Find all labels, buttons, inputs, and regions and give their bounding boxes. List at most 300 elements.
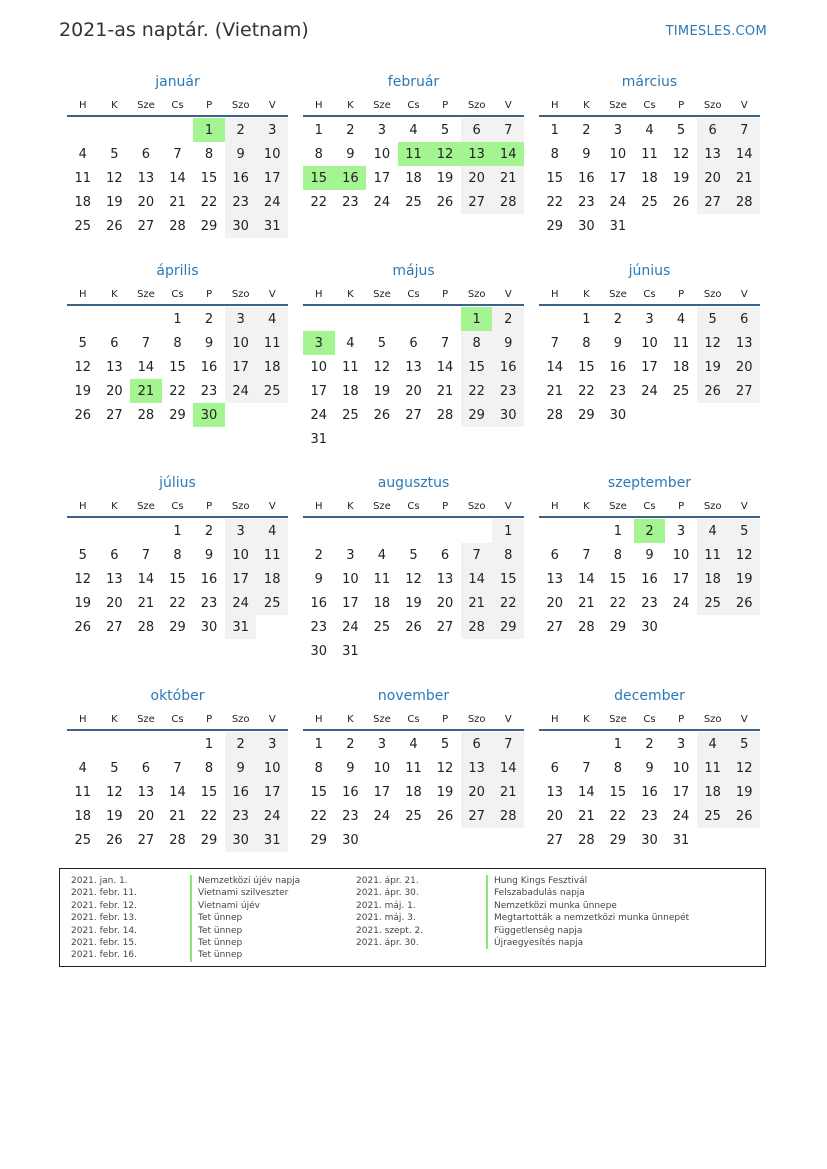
weekday-label: Sze xyxy=(609,99,627,111)
empty-cell xyxy=(461,519,493,543)
day-cell: 2 xyxy=(225,732,257,756)
day-cell: 23 xyxy=(310,619,328,635)
day-cell: 27 xyxy=(728,379,760,403)
weekday-label: Cs xyxy=(643,500,656,512)
day-cell: 13 xyxy=(728,331,760,355)
weekday-label: H xyxy=(315,99,323,111)
day-cell: 5 xyxy=(697,307,729,331)
day-cell: 10 xyxy=(256,142,288,166)
day-cell: 10 xyxy=(373,146,391,162)
day-cell: 7 xyxy=(141,335,151,351)
weekday-label: P xyxy=(442,99,449,111)
day-cell: 27 xyxy=(405,407,422,423)
day-cell: 4 xyxy=(377,547,387,563)
day-cell: 25 xyxy=(641,194,658,210)
holiday-name: Tet ünnep xyxy=(190,925,242,937)
month-name: november xyxy=(377,688,450,704)
day-cell: 14 xyxy=(461,567,493,591)
holiday-day-cell: 15 xyxy=(303,166,335,190)
day-cell: 14 xyxy=(728,142,760,166)
weekday-label: P xyxy=(206,99,213,111)
holiday-date: 2021. febr. 12. xyxy=(71,900,137,911)
day-grid xyxy=(539,118,760,238)
day-cell: 19 xyxy=(106,194,123,210)
month-name: július xyxy=(159,475,196,491)
day-cell: 23 xyxy=(342,194,359,210)
day-cell: 12 xyxy=(373,359,391,375)
day-cell: 10 xyxy=(373,760,391,776)
weekday-label: P xyxy=(678,288,685,300)
day-cell: 31 xyxy=(672,832,690,848)
weekday-label: Szo xyxy=(467,99,486,111)
day-cell: 30 xyxy=(200,619,218,635)
day-cell: 6 xyxy=(550,760,559,776)
day-cell: 24 xyxy=(609,194,627,210)
weekday-label: V xyxy=(740,99,748,111)
weekday-label: V xyxy=(740,288,748,300)
day-cell: 16 xyxy=(200,359,218,375)
day-cell: 27 xyxy=(461,190,493,214)
weekday-label: Cs xyxy=(643,713,656,725)
day-cell: 14 xyxy=(137,571,155,587)
day-cell: 28 xyxy=(492,190,524,214)
weekday-header xyxy=(67,95,288,117)
day-cell: 2 xyxy=(314,547,323,563)
day-cell: 8 xyxy=(204,146,214,162)
day-cell: 10 xyxy=(310,359,328,375)
day-cell: 20 xyxy=(546,808,564,824)
day-cell: 25 xyxy=(373,619,391,635)
day-cell: 15 xyxy=(546,170,564,186)
holiday-date: 2021. jan. 1. xyxy=(71,876,128,886)
day-cell: 8 xyxy=(613,760,623,776)
day-cell: 21 xyxy=(169,808,186,824)
weekday-label: Cs xyxy=(407,713,420,725)
day-cell: 17 xyxy=(373,170,391,186)
empty-cell xyxy=(130,307,162,331)
weekday-label: P xyxy=(442,288,449,300)
day-cell: 14 xyxy=(436,359,454,375)
weekday-label: H xyxy=(315,713,323,725)
weekday-label: Szo xyxy=(231,500,250,512)
day-cell: 7 xyxy=(492,118,524,142)
empty-cell xyxy=(398,519,430,543)
day-cell: 8 xyxy=(173,547,182,563)
weekday-header xyxy=(303,95,524,117)
day-cell: 6 xyxy=(110,335,119,351)
day-cell: 6 xyxy=(697,118,729,142)
day-cell: 18 xyxy=(697,567,729,591)
day-cell: 8 xyxy=(204,760,214,776)
day-cell: 21 xyxy=(728,166,760,190)
weekday-label: K xyxy=(347,288,354,300)
day-cell: 11 xyxy=(697,543,729,567)
month-name: december xyxy=(614,688,685,704)
day-cell: 2 xyxy=(645,736,654,752)
day-cell: 29 xyxy=(546,218,564,234)
day-cell: 4 xyxy=(697,519,729,543)
day-cell: 8 xyxy=(314,760,323,776)
weekday-header xyxy=(67,496,288,518)
day-cell: 6 xyxy=(409,335,418,351)
day-grid xyxy=(539,519,760,639)
day-cell: 21 xyxy=(546,383,564,399)
day-cell: 30 xyxy=(342,832,359,848)
day-cell: 5 xyxy=(110,146,119,162)
empty-cell xyxy=(67,519,99,543)
day-cell: 5 xyxy=(728,519,760,543)
day-cell: 10 xyxy=(225,331,257,355)
holiday-name: Nemzetközi munka ünnepe xyxy=(486,900,617,912)
day-cell: 26 xyxy=(728,804,760,828)
day-cell: 5 xyxy=(440,736,450,752)
day-cell: 17 xyxy=(342,595,359,611)
month-2 xyxy=(303,72,524,214)
day-cell: 29 xyxy=(461,403,493,427)
month-3 xyxy=(539,72,760,238)
day-cell: 4 xyxy=(409,736,418,752)
holiday-day-cell: 2 xyxy=(634,519,666,543)
day-cell: 15 xyxy=(169,359,186,375)
day-cell: 4 xyxy=(256,307,288,331)
day-cell: 14 xyxy=(578,571,595,587)
weekday-label: H xyxy=(551,500,559,512)
day-grid xyxy=(67,118,288,238)
day-cell: 24 xyxy=(256,804,288,828)
day-cell: 1 xyxy=(492,519,524,543)
day-cell: 12 xyxy=(106,170,123,186)
day-cell: 15 xyxy=(200,170,218,186)
weekday-label: H xyxy=(551,713,559,725)
weekday-label: Cs xyxy=(171,99,184,111)
weekday-label: K xyxy=(111,99,118,111)
day-cell: 3 xyxy=(645,311,654,327)
month-4 xyxy=(67,261,288,427)
day-cell: 26 xyxy=(436,194,454,210)
day-cell: 31 xyxy=(225,615,257,639)
weekday-header xyxy=(303,284,524,306)
day-cell: 11 xyxy=(74,784,92,800)
day-cell: 18 xyxy=(74,194,92,210)
day-cell: 19 xyxy=(106,808,123,824)
day-cell: 18 xyxy=(256,567,288,591)
day-cell: 11 xyxy=(256,543,288,567)
day-cell: 30 xyxy=(609,407,627,423)
day-cell: 26 xyxy=(405,619,422,635)
day-cell: 23 xyxy=(578,194,595,210)
empty-cell xyxy=(539,732,571,756)
day-grid xyxy=(67,307,288,427)
day-cell: 1 xyxy=(550,122,559,138)
day-grid xyxy=(303,307,524,451)
day-cell: 11 xyxy=(641,146,658,162)
weekday-label: Cs xyxy=(171,713,184,725)
weekday-header xyxy=(539,496,760,518)
day-grid xyxy=(539,307,760,427)
day-cell: 9 xyxy=(225,756,257,780)
weekday-label: P xyxy=(206,288,213,300)
day-cell: 20 xyxy=(436,595,454,611)
day-cell: 26 xyxy=(74,619,92,635)
day-cell: 12 xyxy=(74,571,92,587)
holiday-name: Megtartották a nemzetközi munka ünnepét xyxy=(486,912,689,924)
day-cell: 10 xyxy=(609,146,627,162)
day-cell: 8 xyxy=(550,146,559,162)
day-cell: 30 xyxy=(492,403,524,427)
day-cell: 18 xyxy=(405,170,422,186)
day-cell: 4 xyxy=(78,760,87,776)
holiday-name: Felszabadulás napja xyxy=(486,887,585,899)
day-cell: 2 xyxy=(204,523,214,539)
empty-cell xyxy=(67,307,99,331)
weekday-label: K xyxy=(111,713,118,725)
holiday-day-cell: 11 xyxy=(398,142,430,166)
day-cell: 20 xyxy=(461,166,493,190)
day-cell: 7 xyxy=(461,543,493,567)
weekday-header xyxy=(539,95,760,117)
month-1 xyxy=(67,72,288,238)
day-cell: 31 xyxy=(310,431,328,447)
brand-link[interactable]: TIMESLES.COM xyxy=(665,24,767,39)
day-cell: 12 xyxy=(405,571,422,587)
day-cell: 25 xyxy=(256,591,288,615)
day-cell: 26 xyxy=(373,407,391,423)
empty-cell xyxy=(99,118,131,142)
holiday-legend xyxy=(59,868,766,967)
day-grid xyxy=(303,732,524,852)
day-cell: 11 xyxy=(256,331,288,355)
day-cell: 30 xyxy=(225,214,257,238)
weekday-label: P xyxy=(206,713,213,725)
weekday-label: P xyxy=(678,500,685,512)
holiday-name: Vietnami újév xyxy=(190,900,260,912)
day-cell: 16 xyxy=(609,359,627,375)
holiday-name: Hung Kings Fesztivál xyxy=(486,875,587,887)
day-cell: 28 xyxy=(436,407,454,423)
weekday-label: Cs xyxy=(407,288,420,300)
day-cell: 20 xyxy=(461,780,493,804)
day-cell: 19 xyxy=(74,595,92,611)
day-cell: 23 xyxy=(641,595,658,611)
weekday-label: Cs xyxy=(643,288,656,300)
day-cell: 18 xyxy=(342,383,359,399)
holiday-day-cell: 12 xyxy=(429,142,461,166)
day-cell: 26 xyxy=(697,379,729,403)
weekday-label: K xyxy=(111,288,118,300)
day-cell: 4 xyxy=(697,732,729,756)
day-cell: 29 xyxy=(609,832,627,848)
day-cell: 7 xyxy=(582,547,591,563)
month-name: május xyxy=(392,263,435,279)
day-cell: 27 xyxy=(137,218,155,234)
day-cell: 6 xyxy=(461,118,493,142)
day-cell: 21 xyxy=(492,166,524,190)
day-cell: 4 xyxy=(676,311,686,327)
day-cell: 5 xyxy=(728,732,760,756)
holiday-day-cell: 14 xyxy=(492,142,524,166)
month-12 xyxy=(539,686,760,852)
day-cell: 13 xyxy=(137,170,155,186)
day-cell: 21 xyxy=(492,780,524,804)
day-cell: 8 xyxy=(314,146,323,162)
holiday-date: 2021. febr. 16. xyxy=(71,950,137,961)
weekday-label: Sze xyxy=(609,500,627,512)
day-cell: 8 xyxy=(173,335,182,351)
day-cell: 5 xyxy=(440,122,450,138)
day-cell: 22 xyxy=(609,808,627,824)
day-cell: 13 xyxy=(546,784,564,800)
day-cell: 17 xyxy=(225,355,257,379)
day-cell: 28 xyxy=(169,832,186,848)
day-cell: 29 xyxy=(492,615,524,639)
weekday-label: H xyxy=(315,288,323,300)
day-cell: 24 xyxy=(373,194,391,210)
day-cell: 4 xyxy=(346,335,355,351)
day-cell: 24 xyxy=(225,379,257,403)
month-11 xyxy=(303,686,524,852)
day-cell: 22 xyxy=(169,383,186,399)
day-cell: 12 xyxy=(436,760,454,776)
day-cell: 7 xyxy=(582,760,591,776)
day-cell: 29 xyxy=(310,832,328,848)
day-cell: 11 xyxy=(342,359,359,375)
day-cell: 27 xyxy=(546,832,564,848)
day-cell: 14 xyxy=(169,784,186,800)
holiday-day-cell: 13 xyxy=(461,142,493,166)
day-cell: 15 xyxy=(609,784,627,800)
weekday-header xyxy=(303,496,524,518)
day-cell: 11 xyxy=(373,571,391,587)
day-cell: 22 xyxy=(200,194,218,210)
day-cell: 19 xyxy=(672,170,690,186)
day-cell: 6 xyxy=(461,732,493,756)
day-cell: 20 xyxy=(137,194,155,210)
month-7 xyxy=(67,473,288,639)
day-cell: 20 xyxy=(137,808,155,824)
day-cell: 13 xyxy=(697,142,729,166)
day-cell: 30 xyxy=(310,643,328,659)
day-cell: 17 xyxy=(373,784,391,800)
day-cell: 1 xyxy=(173,311,182,327)
day-cell: 18 xyxy=(641,170,658,186)
day-cell: 16 xyxy=(200,571,218,587)
day-cell: 8 xyxy=(461,331,493,355)
day-cell: 11 xyxy=(672,335,690,351)
day-cell: 6 xyxy=(550,547,559,563)
day-cell: 1 xyxy=(204,736,214,752)
weekday-label: V xyxy=(740,500,748,512)
day-cell: 13 xyxy=(106,571,123,587)
day-cell: 22 xyxy=(609,595,627,611)
holiday-date: 2021. febr. 15. xyxy=(71,938,137,948)
weekday-label: V xyxy=(504,99,512,111)
weekday-label: Sze xyxy=(373,99,391,111)
day-cell: 25 xyxy=(405,194,422,210)
day-cell: 15 xyxy=(609,571,627,587)
weekday-header xyxy=(67,284,288,306)
day-grid xyxy=(539,732,760,852)
day-cell: 29 xyxy=(200,832,218,848)
weekday-label: Szo xyxy=(231,99,250,111)
month-10 xyxy=(67,686,288,852)
weekday-label: V xyxy=(740,713,748,725)
day-cell: 24 xyxy=(225,591,257,615)
day-cell: 11 xyxy=(697,756,729,780)
day-cell: 3 xyxy=(256,732,288,756)
holiday-day-cell: 16 xyxy=(335,166,367,190)
weekday-label: K xyxy=(583,713,590,725)
day-cell: 12 xyxy=(74,359,92,375)
day-cell: 7 xyxy=(492,732,524,756)
weekday-label: P xyxy=(678,99,685,111)
day-cell: 17 xyxy=(641,359,658,375)
day-cell: 28 xyxy=(578,832,595,848)
empty-cell xyxy=(571,732,603,756)
day-cell: 27 xyxy=(436,619,454,635)
holiday-date: 2021. febr. 14. xyxy=(71,925,137,936)
day-cell: 20 xyxy=(106,383,123,399)
day-cell: 22 xyxy=(578,383,595,399)
empty-cell xyxy=(571,519,603,543)
holiday-name: Tet ünnep xyxy=(190,912,242,924)
empty-cell xyxy=(99,307,131,331)
day-cell: 17 xyxy=(609,170,627,186)
day-cell: 24 xyxy=(256,190,288,214)
day-cell: 30 xyxy=(641,619,658,635)
weekday-label: V xyxy=(268,713,276,725)
day-cell: 22 xyxy=(200,808,218,824)
day-cell: 23 xyxy=(342,808,359,824)
day-cell: 28 xyxy=(578,619,595,635)
day-cell: 5 xyxy=(110,760,119,776)
day-cell: 22 xyxy=(461,379,493,403)
day-cell: 15 xyxy=(461,355,493,379)
day-cell: 14 xyxy=(492,756,524,780)
day-cell: 10 xyxy=(225,543,257,567)
day-cell: 25 xyxy=(74,832,92,848)
day-cell: 30 xyxy=(641,832,658,848)
empty-cell xyxy=(398,307,430,331)
weekday-label: K xyxy=(347,99,354,111)
empty-cell xyxy=(366,307,398,331)
weekday-label: P xyxy=(442,500,449,512)
day-cell: 31 xyxy=(256,828,288,852)
day-cell: 13 xyxy=(546,571,564,587)
day-cell: 3 xyxy=(256,118,288,142)
day-cell: 2 xyxy=(346,736,355,752)
day-cell: 6 xyxy=(440,547,450,563)
day-cell: 22 xyxy=(492,591,524,615)
weekday-header xyxy=(539,709,760,731)
holiday-day-cell: 3 xyxy=(303,331,335,355)
day-cell: 15 xyxy=(310,784,328,800)
weekday-label: K xyxy=(347,500,354,512)
day-cell: 18 xyxy=(256,355,288,379)
day-cell: 5 xyxy=(676,122,686,138)
day-cell: 25 xyxy=(256,379,288,403)
month-6 xyxy=(539,261,760,427)
day-cell: 19 xyxy=(697,355,729,379)
month-name: április xyxy=(156,263,199,279)
day-cell: 28 xyxy=(546,407,564,423)
weekday-label: H xyxy=(79,288,87,300)
holiday-date: 2021. szept. 2. xyxy=(356,925,424,936)
day-grid xyxy=(303,118,524,214)
day-cell: 8 xyxy=(492,543,524,567)
day-cell: 6 xyxy=(110,547,119,563)
empty-cell xyxy=(99,519,131,543)
weekday-label: P xyxy=(442,713,449,725)
